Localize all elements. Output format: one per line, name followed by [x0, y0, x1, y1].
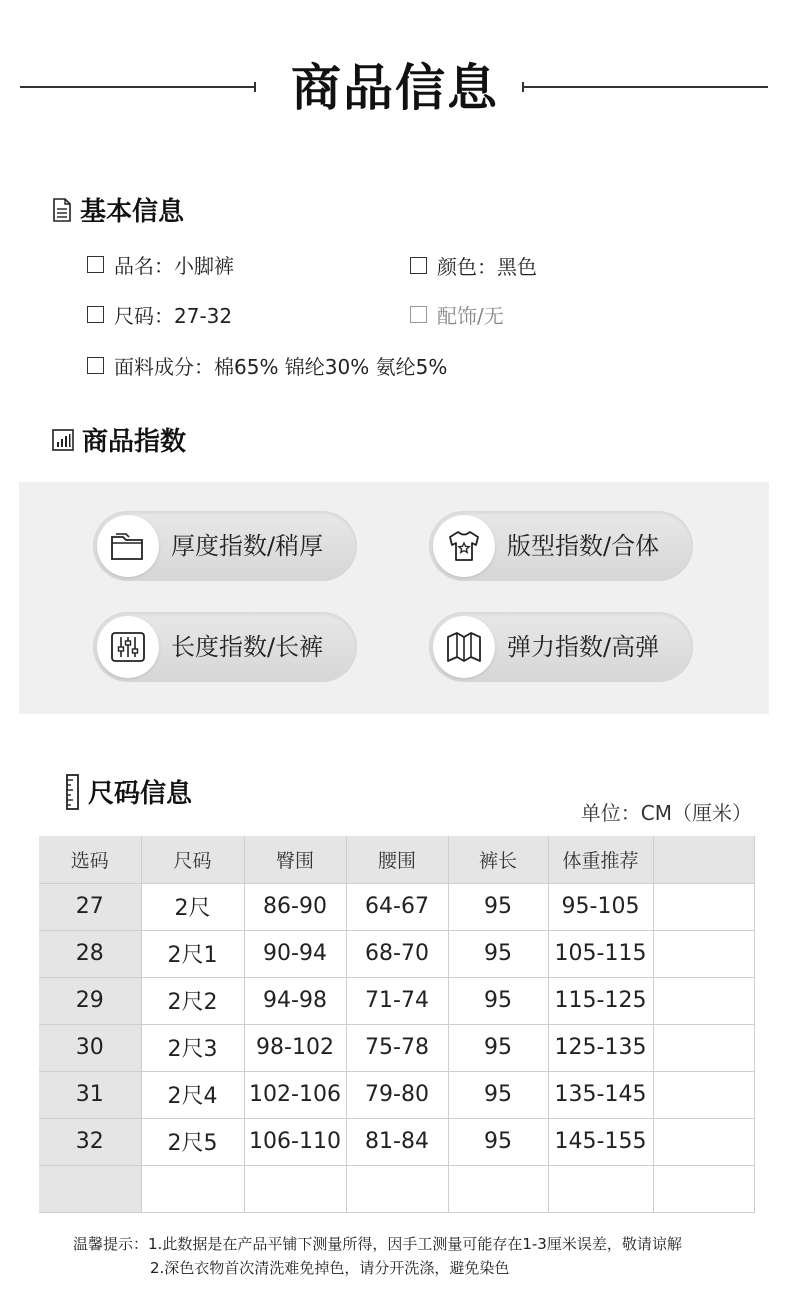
sliders-icon [97, 616, 159, 678]
table-row [39, 930, 754, 977]
index-pill-stretch [429, 612, 693, 682]
table-cell: 95-105 [548, 883, 653, 930]
table-cell: 81-84 [346, 1118, 448, 1165]
checkbox-icon [87, 306, 104, 323]
size-unit: 单位：CM（厘米） [580, 801, 752, 825]
table-header-row [39, 836, 754, 883]
table-cell: 95 [448, 883, 548, 930]
table-cell: 95 [448, 930, 548, 977]
ruler-icon [66, 774, 80, 810]
info-item-name [87, 250, 234, 279]
table-row [39, 1165, 754, 1212]
page-title: 商品信息 [291, 59, 499, 117]
info-item-label: 面料成分：棉65% 锦纶30% 氨纶5% [114, 355, 448, 379]
table-cell: 2尺4 [141, 1071, 244, 1118]
table-cell: 95 [448, 1071, 548, 1118]
table-cell: 75-78 [346, 1024, 448, 1071]
index-panel [19, 482, 769, 714]
table-cell: 95 [448, 1118, 548, 1165]
table-cell: 29 [39, 977, 141, 1024]
title-divider-right [522, 86, 768, 88]
checkbox-icon [410, 306, 427, 323]
table-cell: 90-94 [244, 930, 346, 977]
table-cell [39, 1165, 141, 1212]
table-cell [346, 1165, 448, 1212]
tips [73, 1232, 682, 1280]
table-cell: 86-90 [244, 883, 346, 930]
table-cell [448, 1165, 548, 1212]
table-header-cell: 尺码 [141, 836, 244, 883]
table-cell: 79-80 [346, 1071, 448, 1118]
index-pill-label: 厚度指数/稍厚 [171, 532, 324, 560]
table-cell: 71-74 [346, 977, 448, 1024]
table-cell: 2尺2 [141, 977, 244, 1024]
table-cell [653, 930, 754, 977]
table-cell [141, 1165, 244, 1212]
table-row [39, 977, 754, 1024]
checkbox-icon [87, 357, 104, 374]
index-heading [52, 421, 186, 458]
table-cell: 31 [39, 1071, 141, 1118]
folder-icon [97, 515, 159, 577]
tips-line-1: 1.此数据是在产品平铺下测量所得，因手工测量可能存在1-3厘米误差，敬请谅解 [148, 1235, 682, 1253]
table-header-cell: 腰围 [346, 836, 448, 883]
table-cell [244, 1165, 346, 1212]
table-cell: 145-155 [548, 1118, 653, 1165]
index-pill-length [93, 612, 357, 682]
table-header-cell: 选码 [39, 836, 141, 883]
table-cell: 95 [448, 977, 548, 1024]
info-item-color [410, 251, 537, 280]
table-cell: 135-145 [548, 1071, 653, 1118]
table-cell: 32 [39, 1118, 141, 1165]
size-heading-text: 尺码信息 [88, 779, 193, 809]
checkbox-icon [87, 256, 104, 273]
table-cell: 98-102 [244, 1024, 346, 1071]
table-row [39, 1071, 754, 1118]
table-cell: 27 [39, 883, 141, 930]
table-cell: 94-98 [244, 977, 346, 1024]
info-item-fabric [87, 351, 447, 380]
tips-line-2: 2.深色衣物首次清洗难免掉色，请分开洗涤，避免染色 [150, 1259, 510, 1277]
table-cell: 105-115 [548, 930, 653, 977]
table-cell: 125-135 [548, 1024, 653, 1071]
info-item-label: 尺码：27-32 [114, 304, 233, 328]
basic-info-heading-text: 基本信息 [80, 197, 185, 227]
checkbox-icon [410, 257, 427, 274]
table-cell: 2尺5 [141, 1118, 244, 1165]
basic-info-heading [52, 191, 184, 228]
info-item-label: 配饰/无 [437, 304, 504, 328]
bar-chart-icon [52, 429, 74, 451]
table-header-cell: 体重推荐 [548, 836, 653, 883]
tshirt-icon [433, 515, 495, 577]
tips-prefix: 温馨提示： [73, 1235, 149, 1253]
info-item-size [87, 300, 232, 329]
table-cell [653, 1024, 754, 1071]
index-pill-label: 长度指数/长裤 [171, 633, 324, 661]
table-row [39, 1024, 754, 1071]
page-title-block [0, 48, 790, 118]
table-cell: 28 [39, 930, 141, 977]
table-header-cell: 臀围 [244, 836, 346, 883]
table-cell: 102-106 [244, 1071, 346, 1118]
table-cell [653, 1071, 754, 1118]
table-row [39, 1118, 754, 1165]
table-header-cell [653, 836, 754, 883]
size-heading [66, 773, 192, 810]
document-icon [52, 198, 72, 222]
index-heading-text: 商品指数 [82, 427, 187, 457]
table-cell: 106-110 [244, 1118, 346, 1165]
map-icon [433, 616, 495, 678]
table-cell: 95 [448, 1024, 548, 1071]
info-item-label: 品名：小脚裤 [114, 254, 234, 278]
index-pill-label: 弹力指数/高弹 [507, 633, 660, 661]
size-table [39, 836, 755, 1213]
table-cell: 64-67 [346, 883, 448, 930]
table-cell: 115-125 [548, 977, 653, 1024]
table-cell [548, 1165, 653, 1212]
table-cell [653, 977, 754, 1024]
table-cell [653, 883, 754, 930]
info-item-accessory [410, 300, 504, 329]
table-row [39, 883, 754, 930]
table-cell: 2尺3 [141, 1024, 244, 1071]
table-cell [653, 1118, 754, 1165]
table-cell: 2尺1 [141, 930, 244, 977]
index-pill-fit [429, 511, 693, 581]
table-cell [653, 1165, 754, 1212]
table-header-cell: 裤长 [448, 836, 548, 883]
info-item-label: 颜色：黑色 [437, 255, 537, 279]
table-cell: 2尺 [141, 883, 244, 930]
index-pill-thickness [93, 511, 357, 581]
index-pill-label: 版型指数/合体 [507, 532, 660, 560]
table-cell: 68-70 [346, 930, 448, 977]
table-cell: 30 [39, 1024, 141, 1071]
